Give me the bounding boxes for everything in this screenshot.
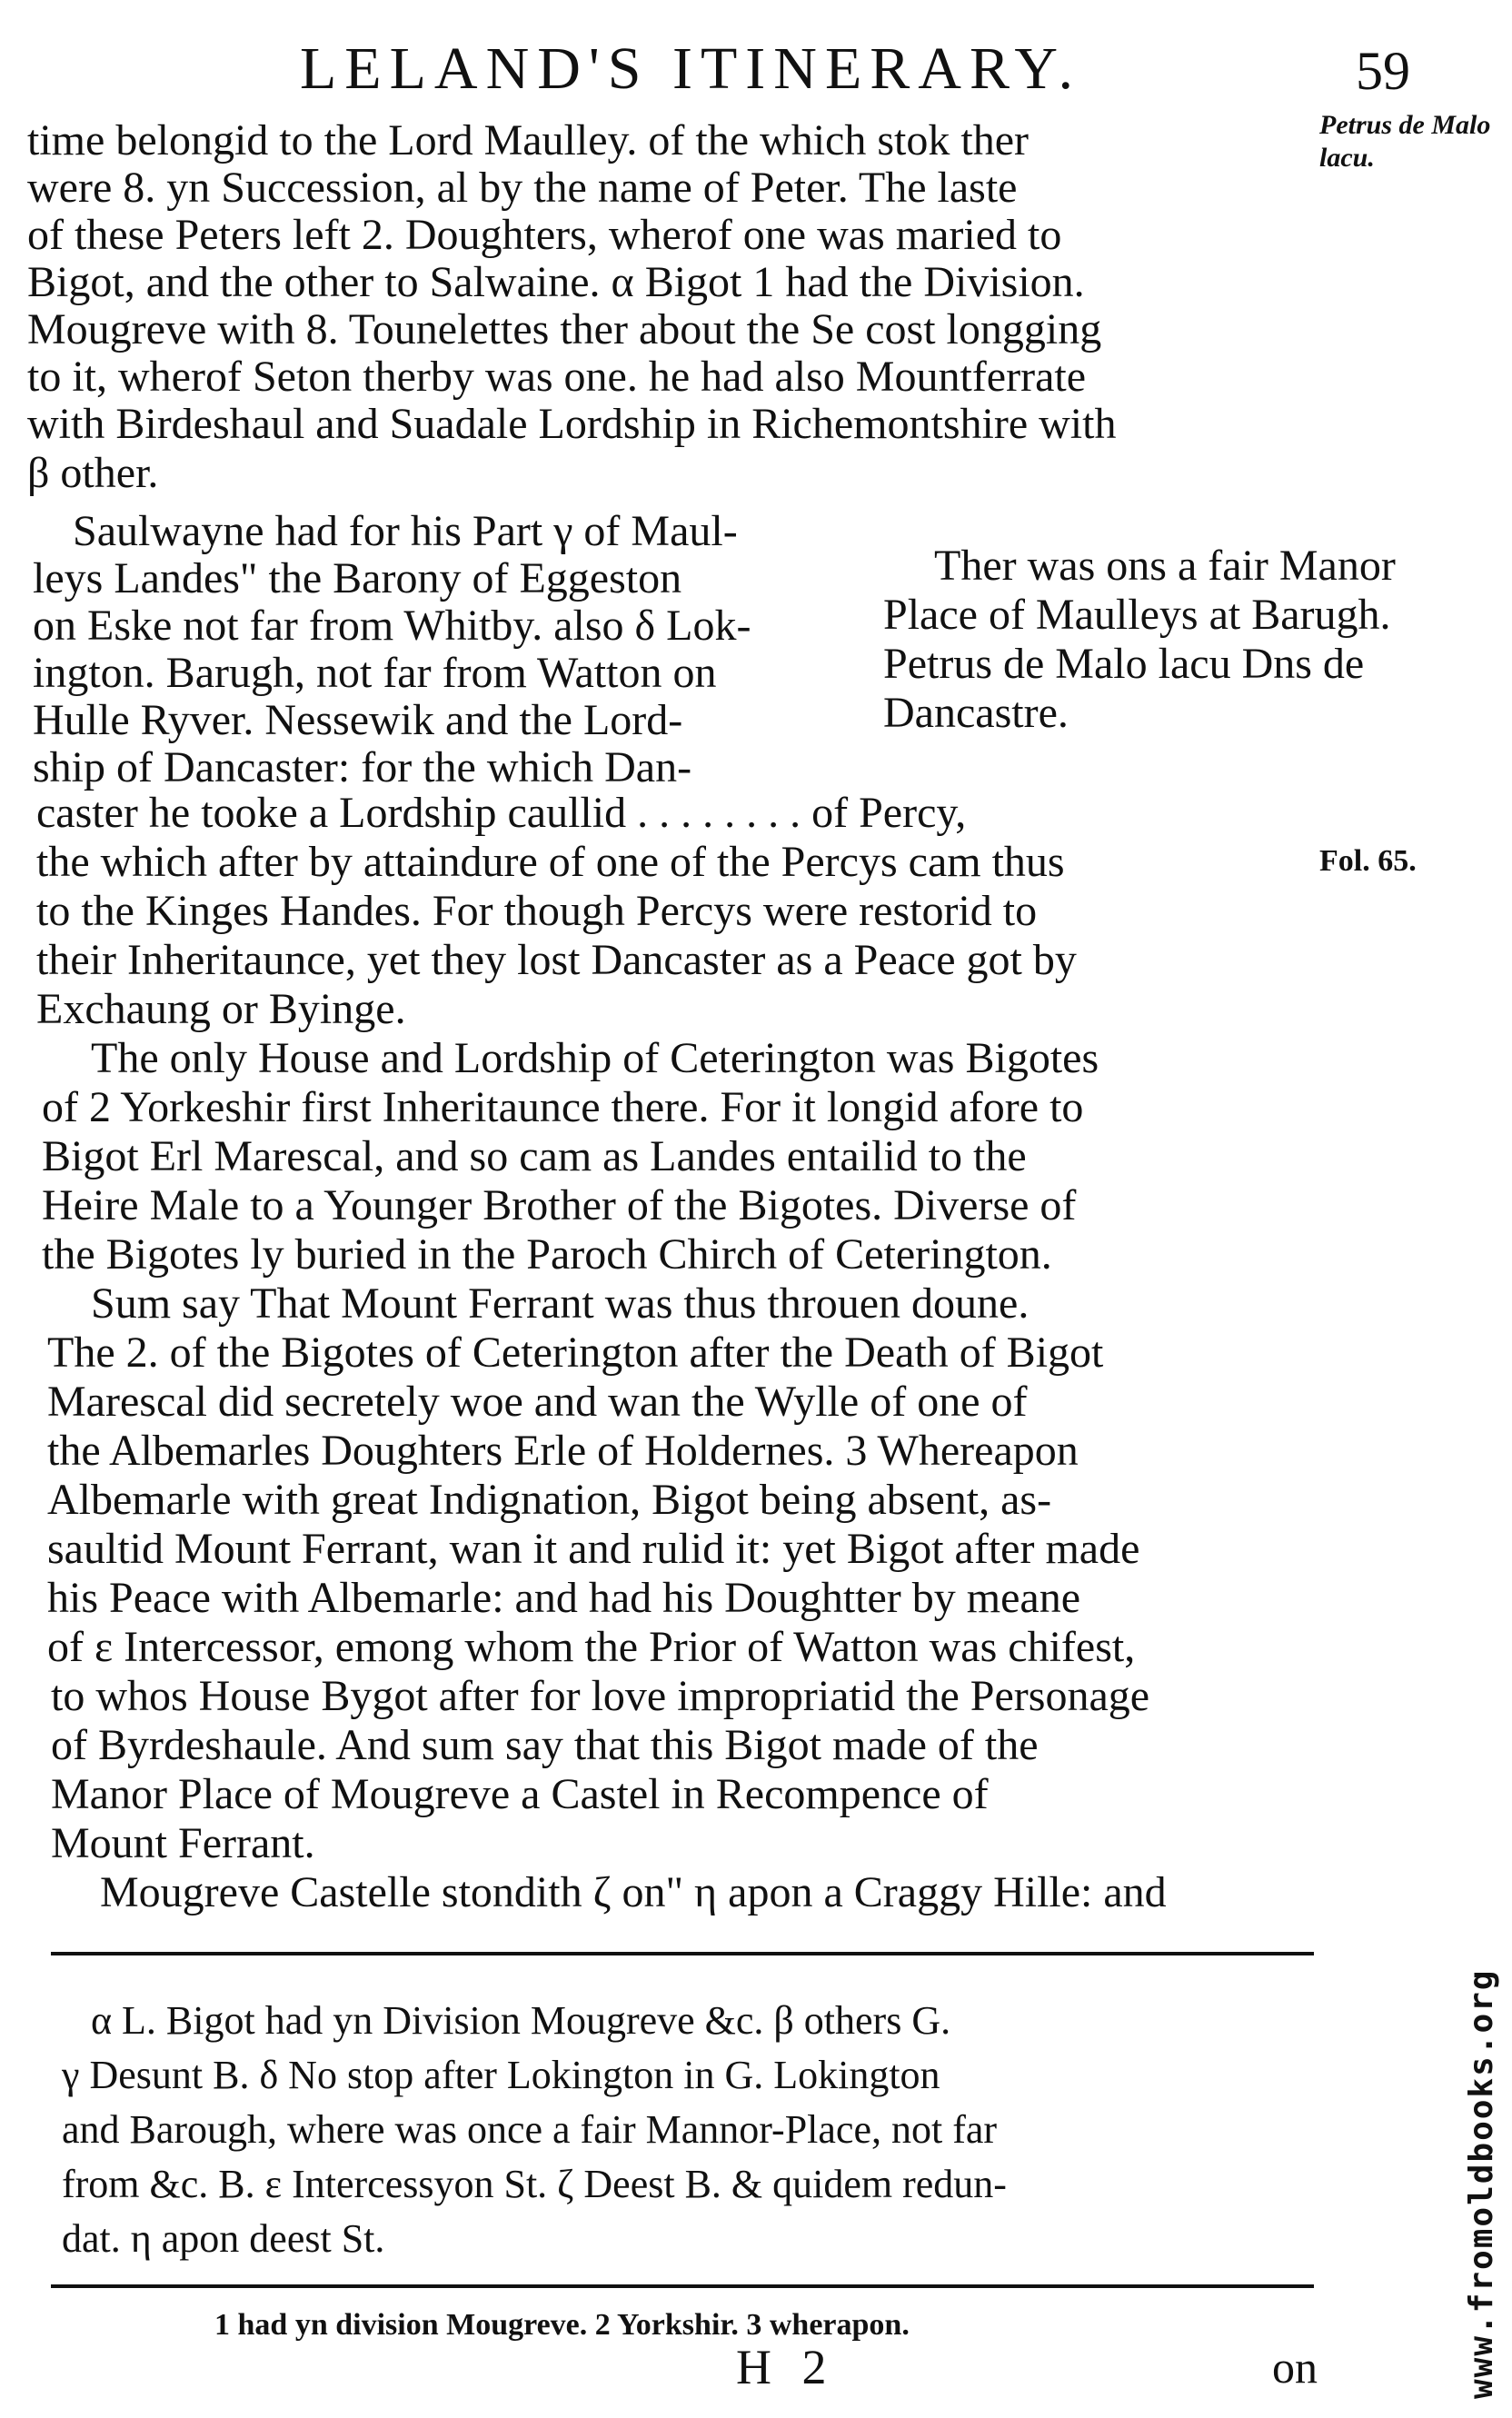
watermark: www.fromoldbooks.org xyxy=(1463,1968,1500,2399)
left-column-line: ington. Barugh, not far from Watton on xyxy=(33,649,717,697)
body-line: The 2. of the Bigotes of Ceterington after the Death of Bigot xyxy=(47,1328,1104,1377)
footnote-line: γ Desunt B. δ No stop after Lokington in G. Lokington xyxy=(62,2053,940,2097)
body-line: of ε Intercessor, emong whom the Prior of Watton was chifest, xyxy=(47,1623,1136,1671)
left-column-line: on Eske not far from Whitby. also δ Lok- xyxy=(33,602,751,650)
footnote-rule-top xyxy=(51,1952,1314,1955)
body-line: Bigot Erl Marescal, and so cam as Landes entailid to the xyxy=(42,1132,1027,1180)
page-number: 59 xyxy=(1356,41,1410,101)
body-line: Albemarle with great Indignation, Bigot being absent, as- xyxy=(47,1476,1052,1524)
body-line: Mougreve Castelle stondith ζ on" η apon a Craggy Hille: and xyxy=(100,1868,1167,1916)
footnote-rule-bottom xyxy=(51,2284,1314,2288)
variant-readings: 1 had yn division Mougreve. 2 Yorkshir. 3 wherapon. xyxy=(214,2308,910,2342)
body-line: Marescal did secretely woe and wan the Wylle of one of xyxy=(47,1378,1028,1426)
body-line: to the Kinges Handes. For though Percys were restorid to xyxy=(36,887,1038,935)
body-line: their Inheritaunce, yet they lost Dancaster as a Peace got by xyxy=(36,936,1077,984)
body-line: his Peace with Albemarle: and had his Doughtter by meane xyxy=(47,1574,1081,1622)
footnote-line: and Barough, where was once a fair Mannor-Place, not far xyxy=(62,2107,998,2152)
inset-note-line: Ther was ons a fair Manor xyxy=(934,542,1396,590)
body-line: The only House and Lordship of Ceterington was Bigotes xyxy=(91,1034,1099,1082)
signature-mark: H 2 xyxy=(736,2340,836,2394)
body-line: to whos House Bygot after for love impropriatid the Personage xyxy=(51,1672,1150,1720)
body-line: Exchaung or Byinge. xyxy=(36,985,406,1033)
left-column-line: leys Landes" the Barony of Eggeston xyxy=(33,554,682,602)
footnote-line: α L. Bigot had yn Division Mougreve &c. β others G. xyxy=(91,1998,951,2043)
body-line: Bigot, and the other to Salwaine. α Bigot 1 had the Division. xyxy=(27,258,1085,306)
left-column-line: ship of Dancaster: for the which Dan- xyxy=(33,743,692,791)
body-line: Sum say That Mount Ferrant was thus throuen doune. xyxy=(91,1279,1030,1328)
footnote-line: dat. η apon deest St. xyxy=(62,2216,385,2261)
body-line: with Birdeshaul and Suadale Lordship in Richemontshire with xyxy=(27,400,1117,448)
body-line: saultid Mount Ferrant, wan it and rulid it: yet Bigot after made xyxy=(47,1525,1140,1573)
body-line: caster he tooke a Lordship caullid . . . . . . . . of Percy, xyxy=(36,789,967,837)
left-column-line: Hulle Ryver. Nessewik and the Lord- xyxy=(33,696,683,744)
body-line: β other. xyxy=(27,449,159,497)
body-line: the Bigotes ly buried in the Paroch Chirch of Ceterington. xyxy=(42,1230,1052,1279)
body-line: time belongid to the Lord Maulley. of the which stok ther xyxy=(27,116,1029,164)
inset-note-line: Petrus de Malo lacu Dns de xyxy=(883,640,1365,688)
inset-note-line: Place of Maulleys at Barugh. xyxy=(883,591,1391,639)
body-line: the Albemarles Doughters Erle of Holdernes. 3 Whereapon xyxy=(47,1427,1079,1475)
body-line: Manor Place of Mougreve a Castel in Recompence of xyxy=(51,1770,989,1818)
body-line: of these Peters left 2. Doughters, wherof one was maried to xyxy=(27,211,1062,259)
side-note-petrus: Petrus de Malo lacu. xyxy=(1319,110,1491,173)
inset-note-line: Dancastre. xyxy=(883,689,1069,737)
left-column-line: Saulwayne had for his Part γ of Maul- xyxy=(73,507,738,555)
running-title: LELAND'S ITINERARY. xyxy=(299,35,1081,102)
catchword: on xyxy=(1272,2342,1318,2393)
body-line: were 8. yn Succession, al by the name of Peter. The laste xyxy=(27,164,1018,212)
body-line: Mougreve with 8. Tounelettes ther about the Se cost longging xyxy=(27,305,1102,353)
body-line: of 2 Yorkeshir first Inheritaunce there. For it longid afore to xyxy=(42,1083,1084,1131)
body-line: Mount Ferrant. xyxy=(51,1819,315,1867)
body-line: of Byrdeshaule. And sum say that this Bigot made of the xyxy=(51,1721,1039,1769)
body-line: to it, wherof Seton therby was one. he had also Mountferrate xyxy=(27,353,1087,401)
body-line: Heire Male to a Younger Brother of the Bigotes. Diverse of xyxy=(42,1181,1077,1229)
body-line: the which after by attaindure of one of the Percys cam thus xyxy=(36,838,1065,886)
footnote-line: from &c. B. ε Intercessyon St. ζ Deest B. & quidem redun- xyxy=(62,2162,1007,2206)
side-note-folio: Fol. 65. xyxy=(1319,844,1417,878)
